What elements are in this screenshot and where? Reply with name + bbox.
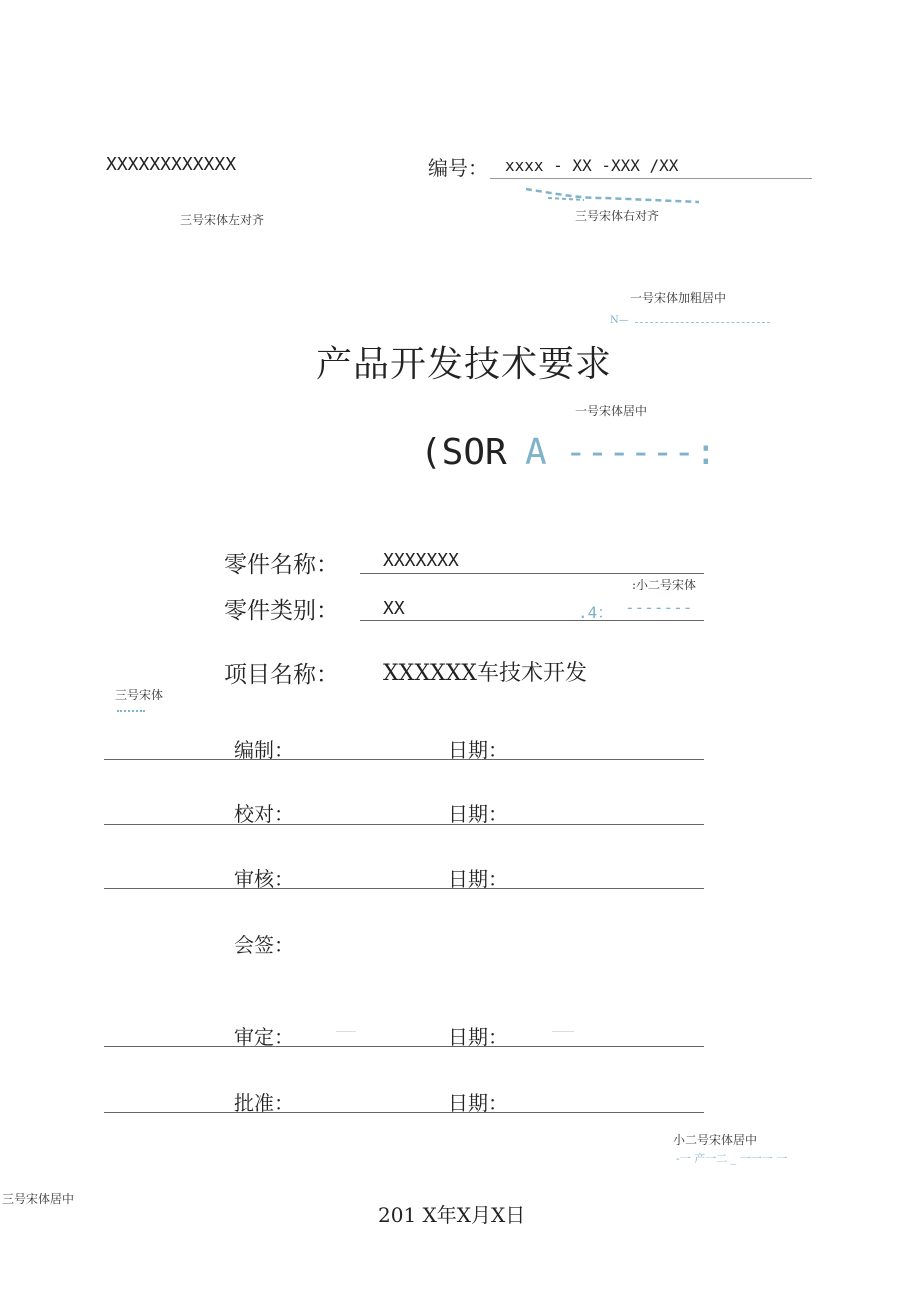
approve-mark — [336, 1031, 356, 1032]
note-sanhao-center: 三号宋体居中 — [2, 1192, 75, 1206]
note-subtitle-style: 一号宋体居中 — [575, 404, 648, 418]
document-title: 产品开发技术要求 — [316, 344, 613, 385]
ratify-line — [104, 1112, 704, 1113]
approve-date-label: 日期： — [448, 1025, 508, 1049]
part-type-mark: .4： — [578, 603, 614, 622]
title-note-leader — [635, 322, 770, 323]
note-sanhao-dots — [117, 710, 145, 712]
part-name-value: XXXXXXX — [383, 550, 459, 571]
part-type-value: XX — [383, 598, 405, 619]
project-name-value: XXXXXX车技术开发 — [383, 661, 587, 686]
note-xiaoer-center: 小二号宋体居中 — [673, 1133, 758, 1147]
company-name: XXXXXXXXXXXX — [106, 154, 237, 175]
review-date-label: 日期： — [448, 867, 508, 891]
ratify-label: 批准： — [234, 1091, 294, 1115]
part-type-dashes: ------- — [625, 598, 693, 617]
code-underline — [490, 178, 812, 179]
subtitle-a: A — [525, 432, 547, 473]
subtitle-sor: (SOR — [420, 432, 507, 473]
part-name-label: 零件名称： — [224, 552, 339, 578]
note-title-mark: N— — [610, 315, 629, 326]
code-label: 编号： — [428, 156, 488, 180]
review-line — [104, 888, 704, 889]
approve-date-mark — [552, 1031, 574, 1032]
part-type-underline — [360, 620, 704, 621]
countersign-label: 会签： — [234, 933, 294, 957]
project-name-label: 项目名称： — [224, 662, 339, 688]
code-value: xxxx - XX -XXX /XX — [505, 156, 679, 175]
compile-label: 编制： — [234, 738, 294, 762]
check-date-label: 日期： — [448, 802, 508, 826]
note-title-style: 一号宋体加粗居中 — [630, 291, 727, 305]
note-left-align: 三号宋体左对齐 — [180, 213, 265, 227]
compile-line — [104, 759, 704, 760]
note-sanhao-font: 三号宋体 — [115, 688, 164, 702]
part-name-underline — [360, 573, 704, 574]
compile-date-label: 日期： — [448, 738, 508, 762]
approve-line — [104, 1046, 704, 1047]
part-type-label: 零件类别： — [224, 598, 339, 624]
note-footer-marks: -一 产一二 _ 一一一 一 — [676, 1152, 788, 1165]
issue-date: 201 X年X月X日 — [378, 1203, 526, 1227]
ratify-date-label: 日期： — [448, 1091, 508, 1115]
note-xiaoer-font: :小二号宋体 — [632, 578, 697, 592]
check-line — [104, 824, 704, 825]
review-label: 审核： — [234, 867, 294, 891]
check-label: 校对： — [234, 802, 294, 826]
subtitle-dashes: ------: — [565, 432, 717, 473]
approve-label: 审定： — [234, 1025, 294, 1049]
note-right-align: 三号宋体右对齐 — [575, 209, 660, 223]
